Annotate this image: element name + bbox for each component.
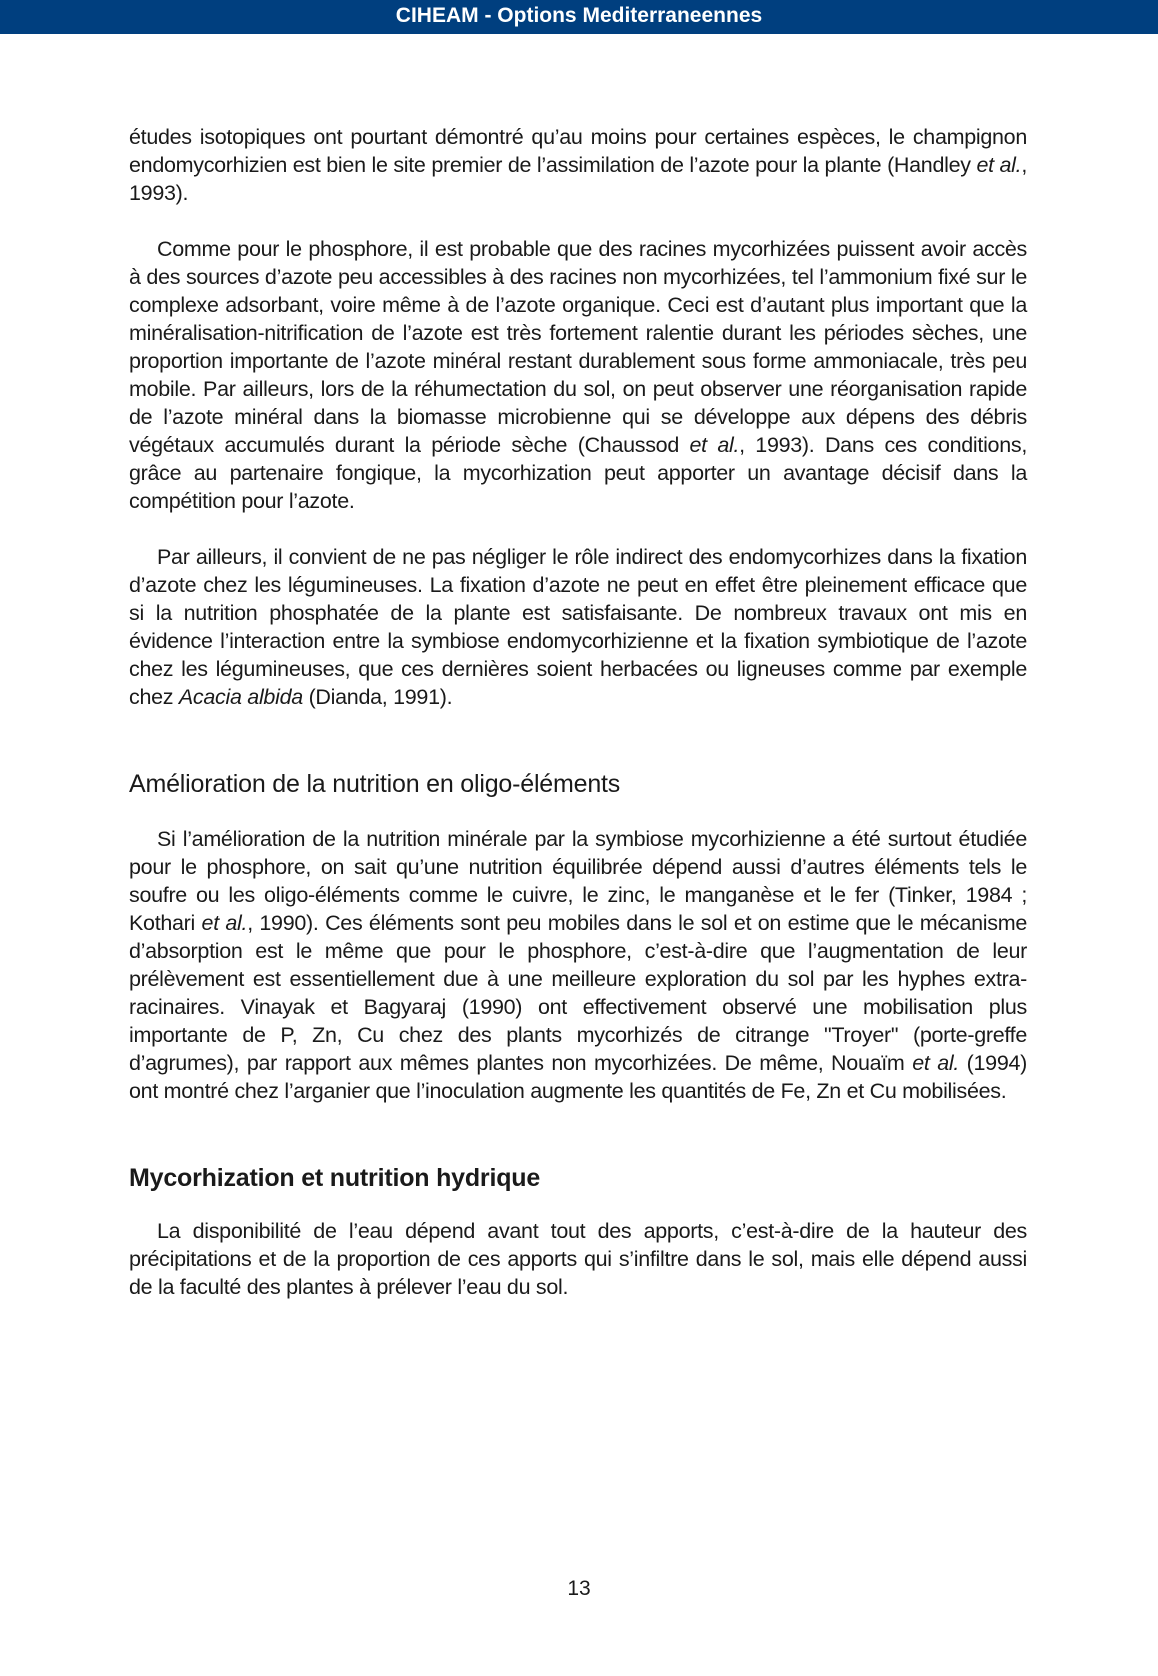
text-run: , 1990). Ces éléments sont peu mobiles dans le sol et on estime que le mécanisme d’absorption est le même que pour le phosphore, c’est-à-dire que l’augmentation de leur prélèvement est essentiellement due à une meilleure exploration du sol par les hyphes extra-racinaires. Vinayak et Bagyaraj (1990) ont effectivement observé une mobilisation plus importante de P, Zn, Cu chez des plants mycorhizés de citrange "Troyer" (porte-greffe d’agrumes), par rapport aux mêmes plantes non mycorhizées. De même, Nouaïm: [129, 911, 1027, 1075]
text-run: Par ailleurs, il convient de ne pas négliger le rôle indirect des endomycorhizes dans la fixation d’azote chez les légumineuses. La fixation d’azote ne peut en effet être pleinement efficace que si la nutrition phosphatée de la plante est satisfaisante. De nombreux travaux ont mis en évidence l’interaction entre la symbiose endomycorhizienne et la fixation symbiotique de l’azote chez les légumineuses, que ces dernières soient herbacées ou ligneuses comme par exemple chez: [129, 545, 1027, 709]
text-run: (1994) ont montré chez l’arganier que l’inoculation augmente les quantités de Fe, Zn et Cu mobilisées.: [129, 1051, 1028, 1103]
header-banner: [0, 0, 1158, 34]
species-name: Acacia albida: [178, 685, 303, 709]
text-run: Si l’amélioration de la nutrition minérale par la symbiose mycorhizienne a été surtout étudiée pour le phosphore, on sait qu’une nutrition équilibrée dépend aussi d’autres éléments tels le soufre ou les oligo-éléments comme le cuivre, le zinc, le manganèse et le fer (Tinker, 1984 ; Kothari: [129, 827, 1027, 935]
section-heading-oligo-elements: Amélioration de la nutrition en oligo-éléments: [129, 770, 621, 798]
text-run: (Dianda, 1991).: [302, 685, 453, 709]
paragraph-nitrogen-access: [129, 235, 1027, 515]
text-run: Comme pour le phosphore, il est probable que des racines mycorhizées puissent avoir accès à des sources d’azote peu accessibles à des racines non mycorhizées, tel l’ammonium fixé sur le complexe adsorbant, voire même à de l’azote organique. Ceci est d’autant plus important que la minéralisation-nitrification de l’azote est très fortement ralentie durant les périodes sèches, une proportion importante de l’azote minéral restant durablement sous forme ammoniacale, très peu mobile. Par ailleurs, lors de la réhumectation du sol, on peut observer une réorganisation rapide de l’azote minéral dans la biomasse microbienne qui se développe aux dépens des débris végétaux accumulés durant la période sèche (Chaussod: [129, 237, 1027, 457]
citation-et-al: et al.: [689, 433, 740, 457]
citation-et-al: et al.: [201, 911, 248, 935]
citation-et-al: et al.: [912, 1051, 959, 1075]
text-run: , 1993). Dans ces conditions, grâce au partenaire fongique, la mycorhization peut apporter un avantage décisif dans la compétition pour l’azote.: [129, 433, 1027, 513]
citation-et-al: et al.: [976, 153, 1022, 177]
page-number: 13: [567, 1577, 591, 1600]
header-title: CIHEAM - Options Mediterraneennes: [395, 4, 763, 27]
paragraph-water-availability: La disponibilité de l’eau dépend avant tout des apports, c’est-à-dire de la hauteur des précipitations et de la proportion de ces apports qui s’infiltre dans le sol, mais elle dépend aussi de la faculté des plantes à prélever l’eau du sol.: [129, 1219, 1027, 1299]
text-run: études isotopiques ont pourtant démontré qu’au moins pour certaines espèces, le champignon endomycorhizien est bien le site premier de l’assimilation de l’azote pour la plante (Handley: [129, 125, 1027, 177]
paragraph-legume-fixation: [129, 543, 1027, 711]
paragraph-oligo-elements: [129, 825, 1027, 1105]
section-heading-water-nutrition: Mycorhization et nutrition hydrique: [129, 1164, 541, 1192]
page-body: [129, 123, 1027, 1301]
text-run: , 1993).: [129, 153, 1028, 205]
paragraph-isotopic-studies: [129, 123, 1027, 207]
